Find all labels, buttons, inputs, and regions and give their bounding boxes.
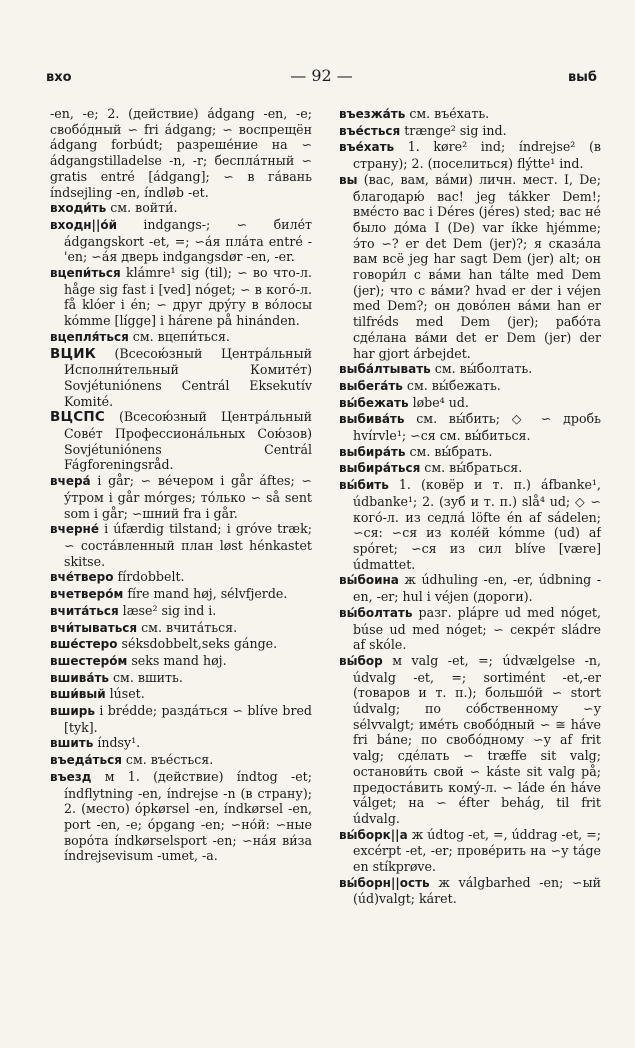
dictionary-entry — [339, 477, 601, 572]
entry-headword: входи́ть — [50, 201, 107, 216]
entry-definition: 1. (ковёр и т. п.) áfbanke¹, údbanke¹; 2. (зуб и т. п.) slå⁴ ud; ◇ ∽ кого́-л. из седла́ löfte én af sádelen; ∽ся: ∽ся из коле́й kómme (ud) af spóret; ∽ся из сил blíve [være] údmattet. — [353, 477, 601, 572]
dictionary-entry — [339, 139, 601, 171]
entry-headword: выбира́ться — [339, 461, 421, 476]
dictionary-entry — [50, 569, 312, 586]
entry-headword: ВЦСПС — [50, 409, 105, 426]
page-header — [46, 66, 597, 88]
dictionary-entry — [339, 827, 601, 875]
dictionary-entry — [50, 217, 312, 265]
entry-definition: см. въе́сться. — [125, 752, 214, 768]
entry-definition: (вас, вам, ва́ми) личн. мест. I, De; благодарю́ вас! jeg tákker Dem!; вме́сто вас i Déres (jéres) sted; вас не́ было до́ма I (De) var íkke hjémme; э́то ∽? er det Dem (jer)?; я сказа́ла вам всё jeg har sagt Dem (jer) alt; он говори́л с ва́ми han tálte med Dem (jer); что с ва́ми? hvad er der i véjen med Dem?; он дово́лен ва́ми han er tilfréds med Dem (jer); рабо́та сде́лана ва́ми det er Dem (jer) der har gjort árbejdet. — [353, 171, 601, 361]
entry-headword: выбива́ть — [339, 412, 405, 427]
dictionary-entry — [339, 411, 601, 443]
entry-headword: вы́бежать — [339, 395, 409, 410]
dictionary-entry — [339, 444, 601, 461]
entry-headword: вы́борн||ость — [339, 875, 430, 890]
entry-definition: 1. køre² ind; índrejse² (в страну); 2. (поселиться) flýtte¹ ind. — [353, 139, 601, 172]
dictionary-entry — [50, 670, 312, 687]
left-column — [50, 106, 312, 946]
dictionary-entry — [50, 200, 312, 217]
entry-headword: въезд — [50, 769, 92, 784]
entry-headword: вши́вый — [50, 687, 106, 702]
entry-headword: въе́хать — [339, 140, 395, 155]
entry-headword: вцепля́ться — [50, 329, 129, 344]
entry-definition: см. въе́хать. — [409, 106, 490, 121]
entry-definition: séksdobbelt,seks gánge. — [121, 636, 278, 652]
entry-headword: вы — [339, 172, 358, 187]
entry-headword: вшить — [50, 736, 94, 751]
page-number: — 92 — — [290, 66, 353, 85]
dictionary-entry — [50, 409, 312, 473]
dictionary-entry — [50, 106, 312, 200]
entry-definition: lúset. — [109, 686, 145, 702]
entry-headword: вы́борк||а — [339, 827, 408, 842]
entry-headword: вчетверо́м — [50, 587, 124, 602]
entry-definition: seks mand høj. — [131, 652, 227, 668]
entry-definition: índsy¹. — [97, 735, 141, 751]
dictionary-entry — [339, 653, 601, 827]
entry-definition: i går; ∽ ве́чером i går áftes; ∽ у́тром i går mórges; то́лько ∽ så sent som i går; ∽шний fra i går. — [64, 473, 312, 521]
entry-definition: см. вы́болтать. — [434, 361, 533, 377]
entry-definition: см. вы́брать. — [409, 443, 493, 459]
entry-definition: (Всесою́зный Центра́льный Сове́т Профессиона́льных Сою́зов) Sovjétuniónens Centrál Fágforeningsråd. — [64, 409, 312, 473]
dictionary-entry — [50, 703, 312, 735]
entry-definition: læse² sig ind i. — [122, 602, 217, 618]
entry-headword: вчера́ — [50, 474, 91, 489]
entry-headword: вшива́ть — [50, 670, 109, 685]
entry-headword: вы́бор — [339, 653, 383, 668]
entry-definition: м 1. (действие) índtog -et; índflytning -en, índrejse -n (в страну); 2. (место) ópkørsel -en, índkørsel -en, port -en, -e; ópgang -en; ∽но́й: ∽ные воро́та índkørselsport -en; ∽на́я ви́за índrejsevisum -umet, -a. — [64, 768, 312, 864]
dictionary-entry — [50, 603, 312, 620]
entry-definition: ж údtog -et, =, úddrag -et, =; excérpt -et, -er; прове́рить на ∽у táge en stíkprøve. — [353, 826, 601, 875]
entry-definition: -en, -e; 2. (действие) ádgang -en, -e; свобо́дный ∽ fri ádgang; ∽ воспрещён ádgang forbúdt; разреше́ние на ∽ ádgangstilladelse -n, -r; беспла́тный ∽ gratis entré [ádgang]; ∽ в га́вань índsejling -en, índløb -et. — [50, 106, 312, 200]
dictionary-entry — [50, 769, 312, 864]
dictionary-entry — [50, 620, 312, 637]
entry-definition: см. вы́бить; ◇ ∽ дробь hvírvle¹; ∽ся см. вы́биться. — [353, 411, 601, 444]
dictionary-entry — [50, 735, 312, 752]
header-left-guideword: вхо — [46, 70, 72, 85]
entry-definition: см. вы́браться. — [424, 460, 523, 476]
dictionary-entry — [339, 572, 601, 604]
dictionary-entry — [50, 521, 312, 569]
dictionary-entry — [339, 172, 601, 361]
entry-headword: ВЦИК — [50, 345, 96, 362]
entry-definition: i brédde; разда́ться ∽ blíve bred [tyk]. — [64, 703, 312, 735]
entry-headword: вше́стеро — [50, 637, 118, 652]
entry-headword: въеда́ться — [50, 753, 122, 768]
entry-definition: i úfærdig tilstand; i gróve træk; ∽ соста́вленный план løst hénkastet skitse. — [64, 521, 312, 569]
entry-definition: klámre¹ sig (til); ∽ во что-л. håge sig fast i [ved] nóget; ∽ в кого́-л. få klóer i én; ∽ друг дру́гу в во́лосы kómme [lígge] i hárene på hinánden. — [64, 265, 312, 329]
entry-headword: вы́бить — [339, 478, 389, 493]
dictionary-entry — [339, 123, 601, 140]
header-right-guideword: выб — [567, 70, 597, 85]
dictionary-entry — [339, 106, 601, 123]
entry-headword: вы́боина — [339, 573, 399, 588]
entry-headword: входн||о́й — [50, 217, 117, 232]
entry-headword: выбира́ть — [339, 444, 406, 459]
entry-definition: см. вшить. — [113, 669, 183, 685]
entry-definition: м valg -et, =; údvælgelse -n, údvalg -et, =; sortimént -et,-er (товаров и т. п.); большо́й ∽ stort údvalg; по со́бственному ∽у sélvvalgt; име́ть свобо́дный ∽ ≅ háve fri báne; по свобо́дному ∽у af frit valg; сде́лать ∽ træffe sit valg; останови́ть свой ∽ káste sit valg på; предоста́вить кому́-л. ∽ láde én háve válget; на ∽ éfter behág, til frit údvalg. — [353, 652, 601, 826]
entry-headword: вчита́ться — [50, 603, 119, 618]
entry-headword: вчи́тываться — [50, 620, 138, 635]
dictionary-entry — [339, 395, 601, 412]
entry-headword: въе́сться — [339, 123, 401, 138]
dictionary-entry — [50, 586, 312, 603]
entry-definition: ж údhuling -en, -er, údbning -en, -er; hul i véjen (дороги). — [353, 572, 601, 605]
dictionary-entry — [339, 460, 601, 477]
dictionary-entry — [50, 329, 312, 346]
entry-headword: вчерне́ — [50, 522, 99, 537]
dictionary-entry — [50, 686, 312, 703]
entry-definition: indgangs-; ∽ биле́т ádgangskort -et, =; ∽а́я пла́та entré -'en; ∽а́я дверь indgangsdør -en, -er. — [64, 216, 312, 265]
dictionary-entry — [50, 346, 312, 410]
entry-definition: (Всесою́зный Центра́льный Исполни́тельный Комите́т) Sovjétuniónens Centrál Eksekutív Komité. — [64, 345, 312, 409]
entry-definition: см. вцепи́ться. — [132, 328, 230, 344]
entry-definition: см. вы́бежать. — [406, 377, 501, 393]
entry-definition: trænge² sig ind. — [404, 122, 507, 138]
dictionary-entry — [50, 752, 312, 769]
entry-definition: см. войти́. — [110, 200, 178, 216]
entry-headword: вширь — [50, 704, 95, 719]
dictionary-entry — [339, 875, 601, 907]
entry-headword: въезжа́ть — [339, 107, 406, 121]
entry-headword: выбега́ть — [339, 378, 403, 393]
entry-definition: разг. plápre ud med nóget, búse ud med nóget; ∽ секре́т sládre af skóle. — [353, 604, 601, 653]
entry-definition: см. вчита́ться. — [141, 619, 238, 635]
dictionary-entry — [339, 361, 601, 378]
dictionary-entry — [50, 636, 312, 653]
dictionary-entry — [339, 605, 601, 653]
dictionary-entry — [339, 378, 601, 395]
right-column — [339, 106, 601, 946]
entry-headword: вче́тверо — [50, 570, 114, 585]
dictionary-entry — [50, 265, 312, 329]
entry-definition: fíre mand høj, sélvfjerde. — [127, 586, 288, 602]
dictionary-entry — [50, 653, 312, 670]
entry-headword: выба́лтывать — [339, 362, 431, 377]
entry-headword: вцепи́ться — [50, 266, 121, 281]
entry-definition: løbe⁴ ud. — [412, 394, 469, 410]
dictionary-entry — [50, 473, 312, 521]
entry-headword: вы́болтать — [339, 605, 413, 620]
entry-headword: вшестеро́м — [50, 653, 128, 668]
entry-definition: fírdobbelt. — [117, 569, 185, 585]
entry-definition: ж válgbarhed -en; ∽ый (úd)valgt; káret. — [353, 874, 601, 907]
